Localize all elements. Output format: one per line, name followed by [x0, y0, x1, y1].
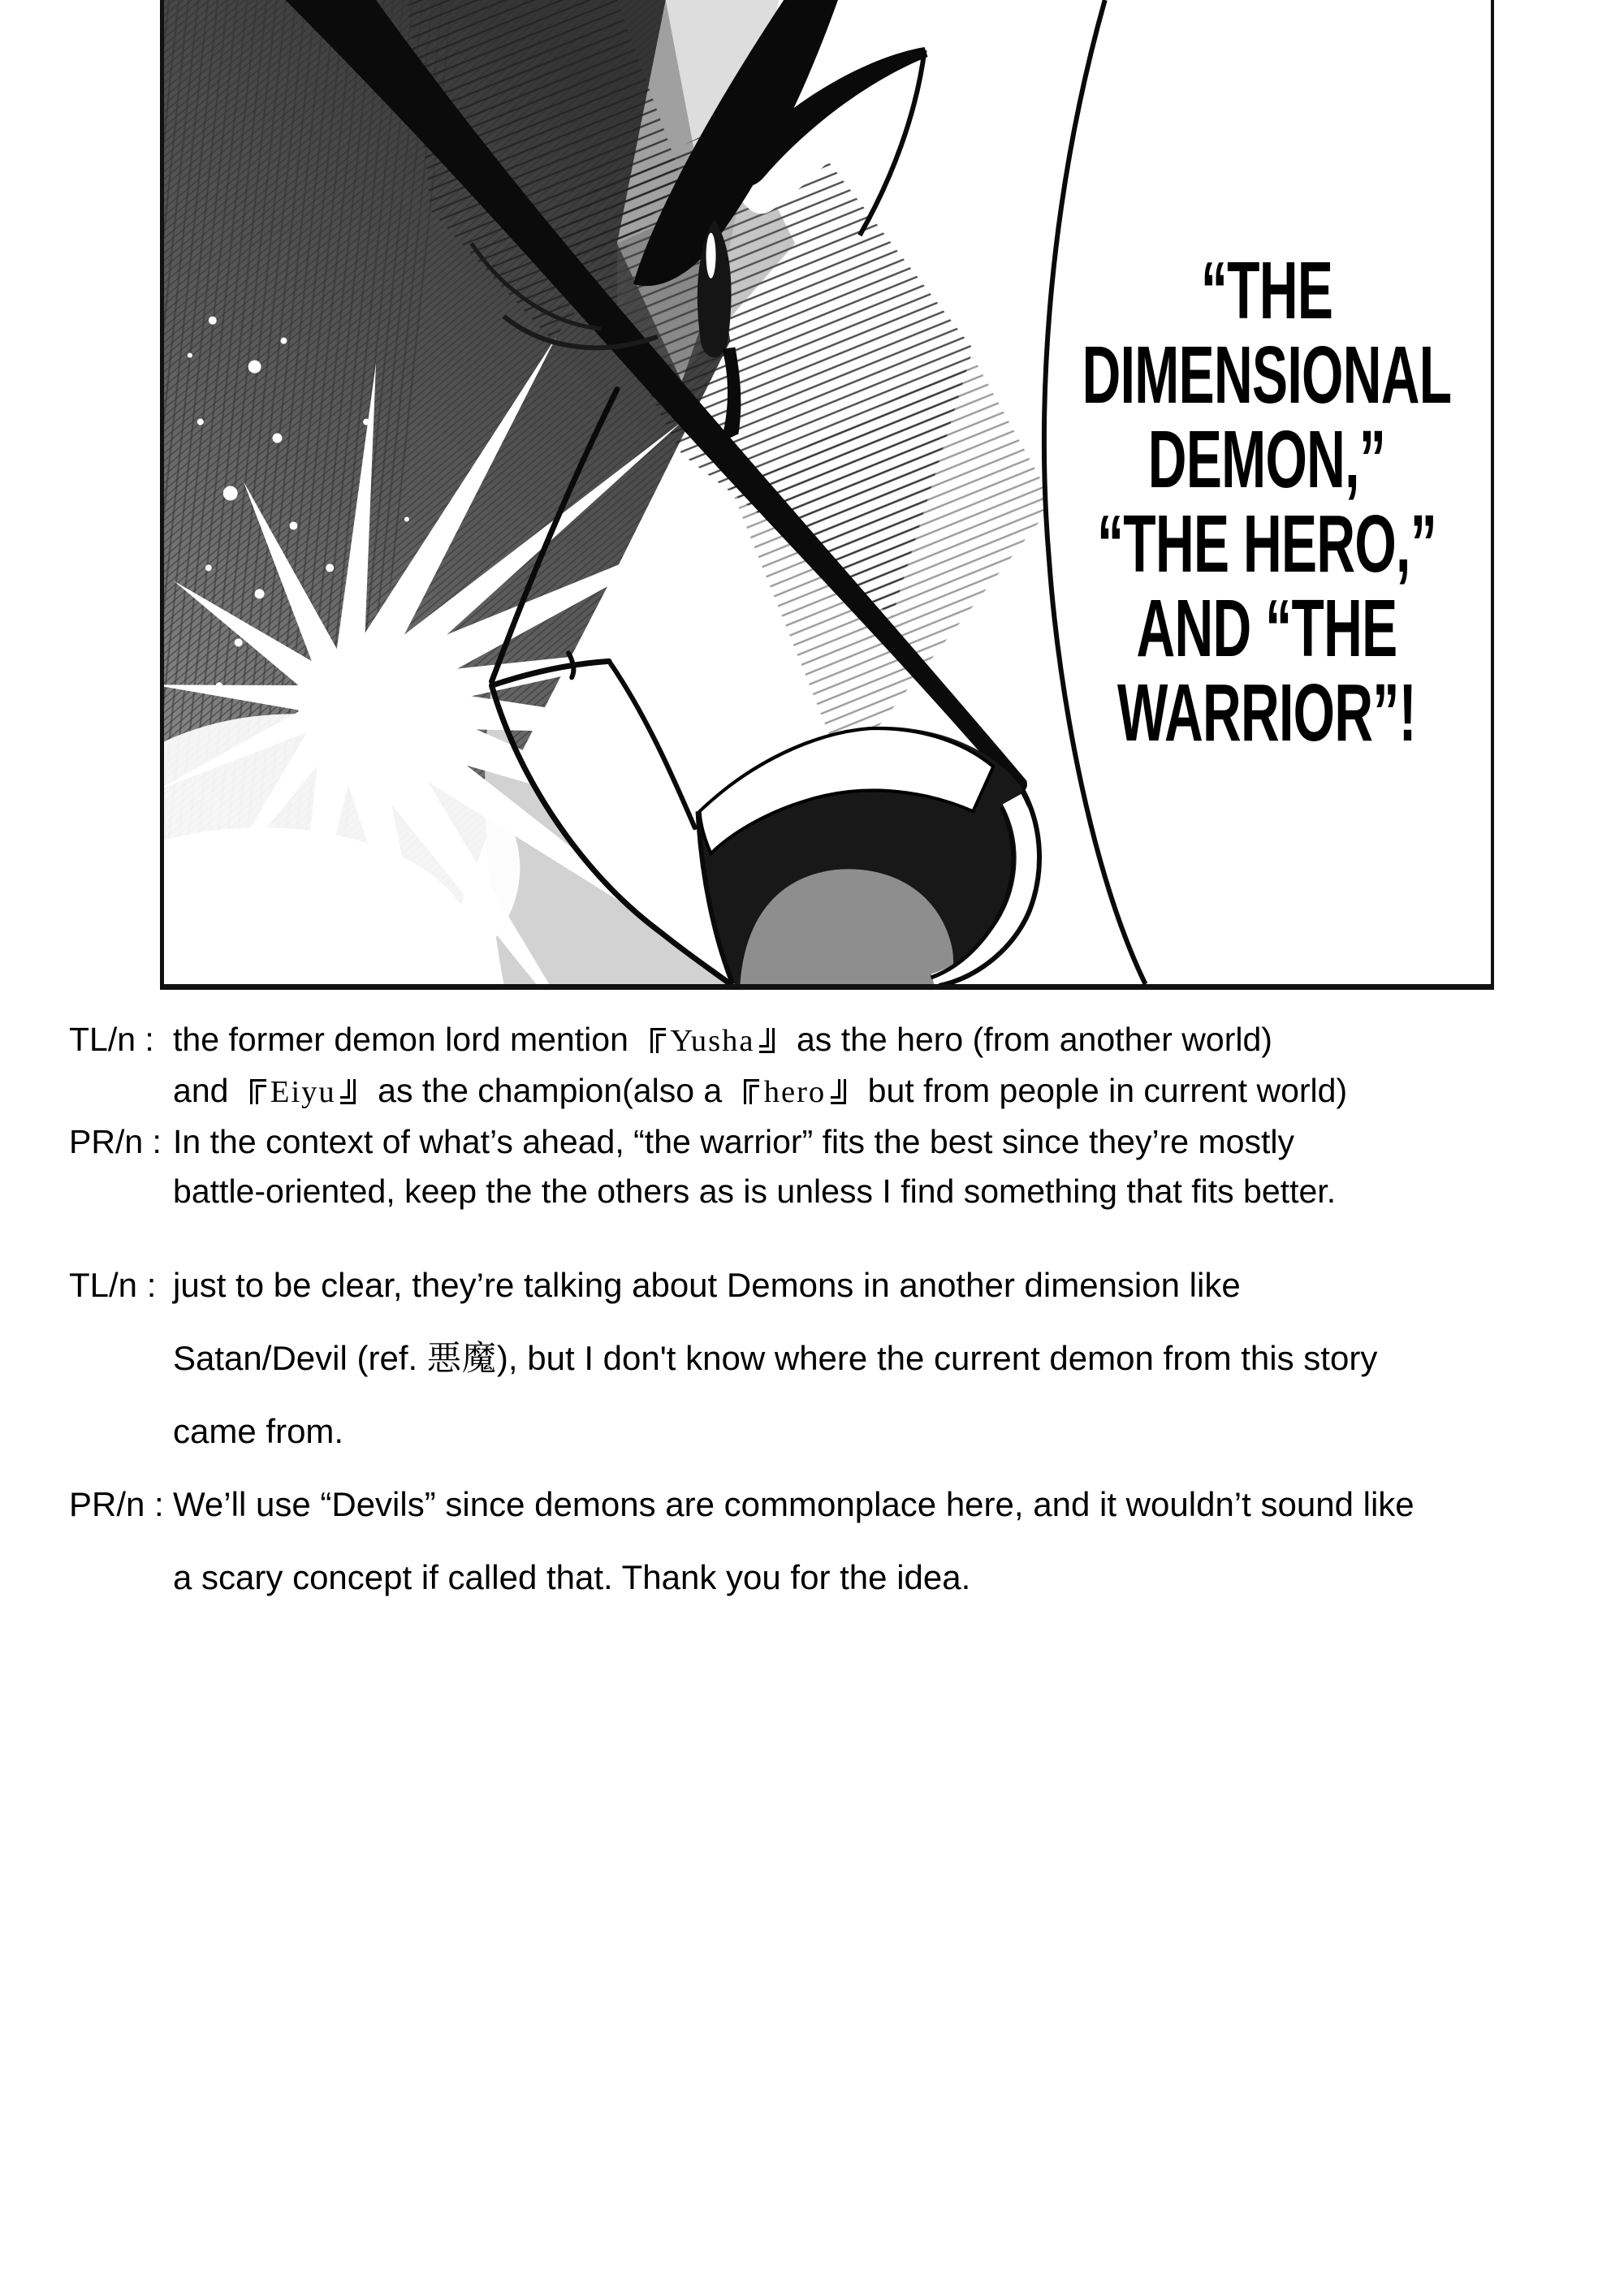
note-text: ), but I don't know where the current demon from this story	[496, 1339, 1378, 1377]
speech-line: DIMENSIONAL	[1082, 330, 1452, 421]
note-block1	[69, 1015, 1531, 1216]
note-text: We’ll use “Devils” since demons are commonplace here, and it wouldn’t sound like	[173, 1485, 1415, 1523]
note-text: Satan/Devil (ref.	[173, 1339, 418, 1377]
note-row	[69, 1249, 1531, 1322]
note-text: In the context of what’s ahead, “the warrior” fits the best since they’re mostly	[173, 1123, 1294, 1160]
note-row	[69, 1468, 1531, 1541]
note-label: PR/n :	[69, 1485, 164, 1523]
speech-line: AND “THE	[1136, 583, 1397, 674]
bracket-close	[831, 1079, 846, 1104]
bracket-open	[650, 1028, 666, 1053]
bracket-close	[759, 1028, 775, 1053]
note-row	[69, 1322, 1531, 1395]
speech-line: WARRIOR”!	[1116, 667, 1417, 758]
note-row	[69, 1117, 1531, 1167]
bracket-close	[340, 1079, 356, 1104]
speech-bubble-text	[1060, 245, 1475, 758]
note-text: battle-oriented, keep the the others as is unless I find something that fits better.	[173, 1172, 1337, 1210]
bracket-open	[250, 1079, 266, 1104]
note-block2	[69, 1249, 1531, 1614]
note-label: TL/n :	[69, 1266, 157, 1304]
note-text: as the champion(also a	[378, 1072, 723, 1109]
note-label: TL/n :	[69, 1021, 154, 1058]
note-text: and	[173, 1072, 229, 1109]
romaji-term: Yusha	[646, 1024, 779, 1058]
speech-line: “THE HERO,”	[1096, 499, 1437, 589]
note-row	[69, 1167, 1531, 1216]
bracket-open	[744, 1079, 759, 1104]
note-text: just to be clear, they’re talking about Demons in another dimension like	[173, 1266, 1241, 1304]
note-row	[69, 1066, 1531, 1117]
kanji-term: 悪魔	[426, 1338, 497, 1378]
speech-line: DEMON,”	[1147, 414, 1386, 505]
note-text: but from people in current world)	[867, 1072, 1348, 1109]
romaji-term: Eiyu	[246, 1075, 361, 1109]
note-row	[69, 1395, 1531, 1468]
note-label: PR/n :	[69, 1123, 162, 1160]
note-row	[69, 1015, 1531, 1066]
note-row	[69, 1541, 1531, 1614]
note-text: came from.	[173, 1412, 344, 1450]
romaji-term: hero	[740, 1075, 851, 1109]
note-text: a scary concept if called that. Thank you for the idea.	[173, 1558, 971, 1596]
note-text: as the hero (from another world)	[796, 1021, 1272, 1058]
speech-line: “THE	[1200, 245, 1333, 336]
note-text: the former demon lord mention	[173, 1021, 628, 1058]
